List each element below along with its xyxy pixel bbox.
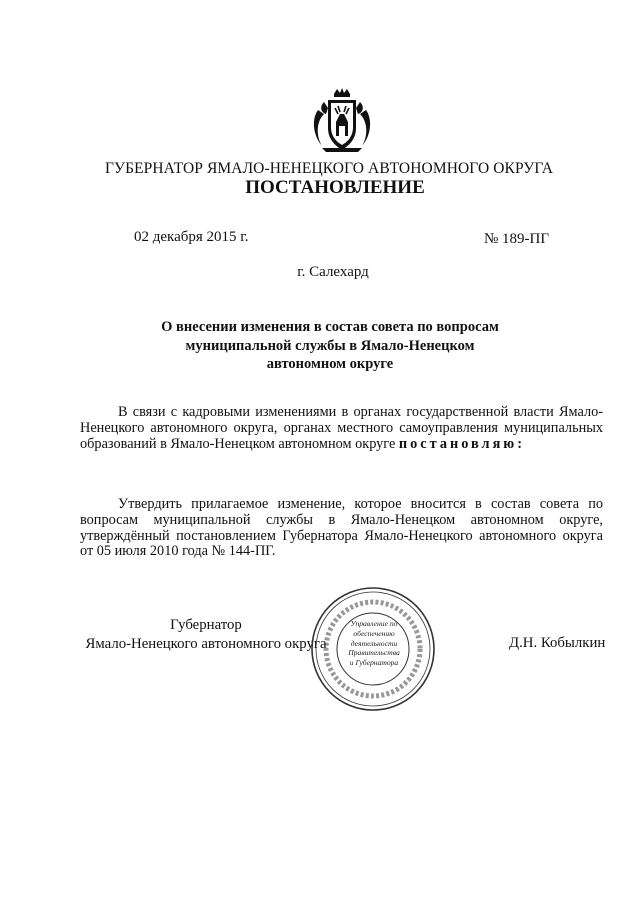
title-line: автономном округе xyxy=(266,356,394,372)
decree-word: постановляю: xyxy=(398,435,525,452)
seal-text-line: Правительства xyxy=(348,648,400,658)
signatory-role-line: Ямало-Ненецкого автономного округа xyxy=(85,635,327,652)
preamble-text: В связи с кадровыми изменениями в органах государственной власти Ямало-Ненецкого автономного округа, органах местного самоуправления муниципальных образований в Ямало-Ненецком автономном округе xyxy=(80,404,603,452)
document-title xyxy=(150,318,510,374)
operative-paragraph xyxy=(80,497,603,560)
document-date: 02 декабря 2015 г. xyxy=(134,229,249,245)
document-city: г. Салехард xyxy=(297,264,369,280)
signatory-role xyxy=(80,616,332,653)
seal-text-line: Управление по xyxy=(350,619,398,628)
issuer-heading: ГУБЕРНАТОР ЯМАЛО-НЕНЕЦКОГО АВТОНОМНОГО ОКРУГА xyxy=(104,160,554,177)
seal-text-line: деятельности xyxy=(350,638,398,648)
document-number: № 189-ПГ xyxy=(484,231,550,247)
seal-inner-text xyxy=(340,619,408,668)
signatory-role-line: Губернатор xyxy=(170,617,242,633)
title-line: муниципальной службы в Ямало-Ненецком xyxy=(185,337,475,354)
coat-of-arms-yamal-icon xyxy=(300,88,384,154)
operative-text: Утвердить прилагаемое изменение, которое вносится в состав совета по вопросам муниципальной службы в Ямало-Ненецком автономном округе, утверждённый постановлением Губернатора Ямало-Ненецкого автономного округа от 05 июля 2010 года № 144-ПГ. xyxy=(80,496,603,560)
seal-text-line: и Губернатора xyxy=(349,658,399,668)
preamble-paragraph xyxy=(80,405,603,452)
signatory-name: Д.Н. Кобылкин xyxy=(509,635,606,651)
seal-text-line: обеспечению xyxy=(353,628,395,638)
document-type-heading: ПОСТАНОВЛЕНИЕ xyxy=(245,177,425,198)
title-line: О внесении изменения в состав совета по вопросам xyxy=(161,319,499,335)
